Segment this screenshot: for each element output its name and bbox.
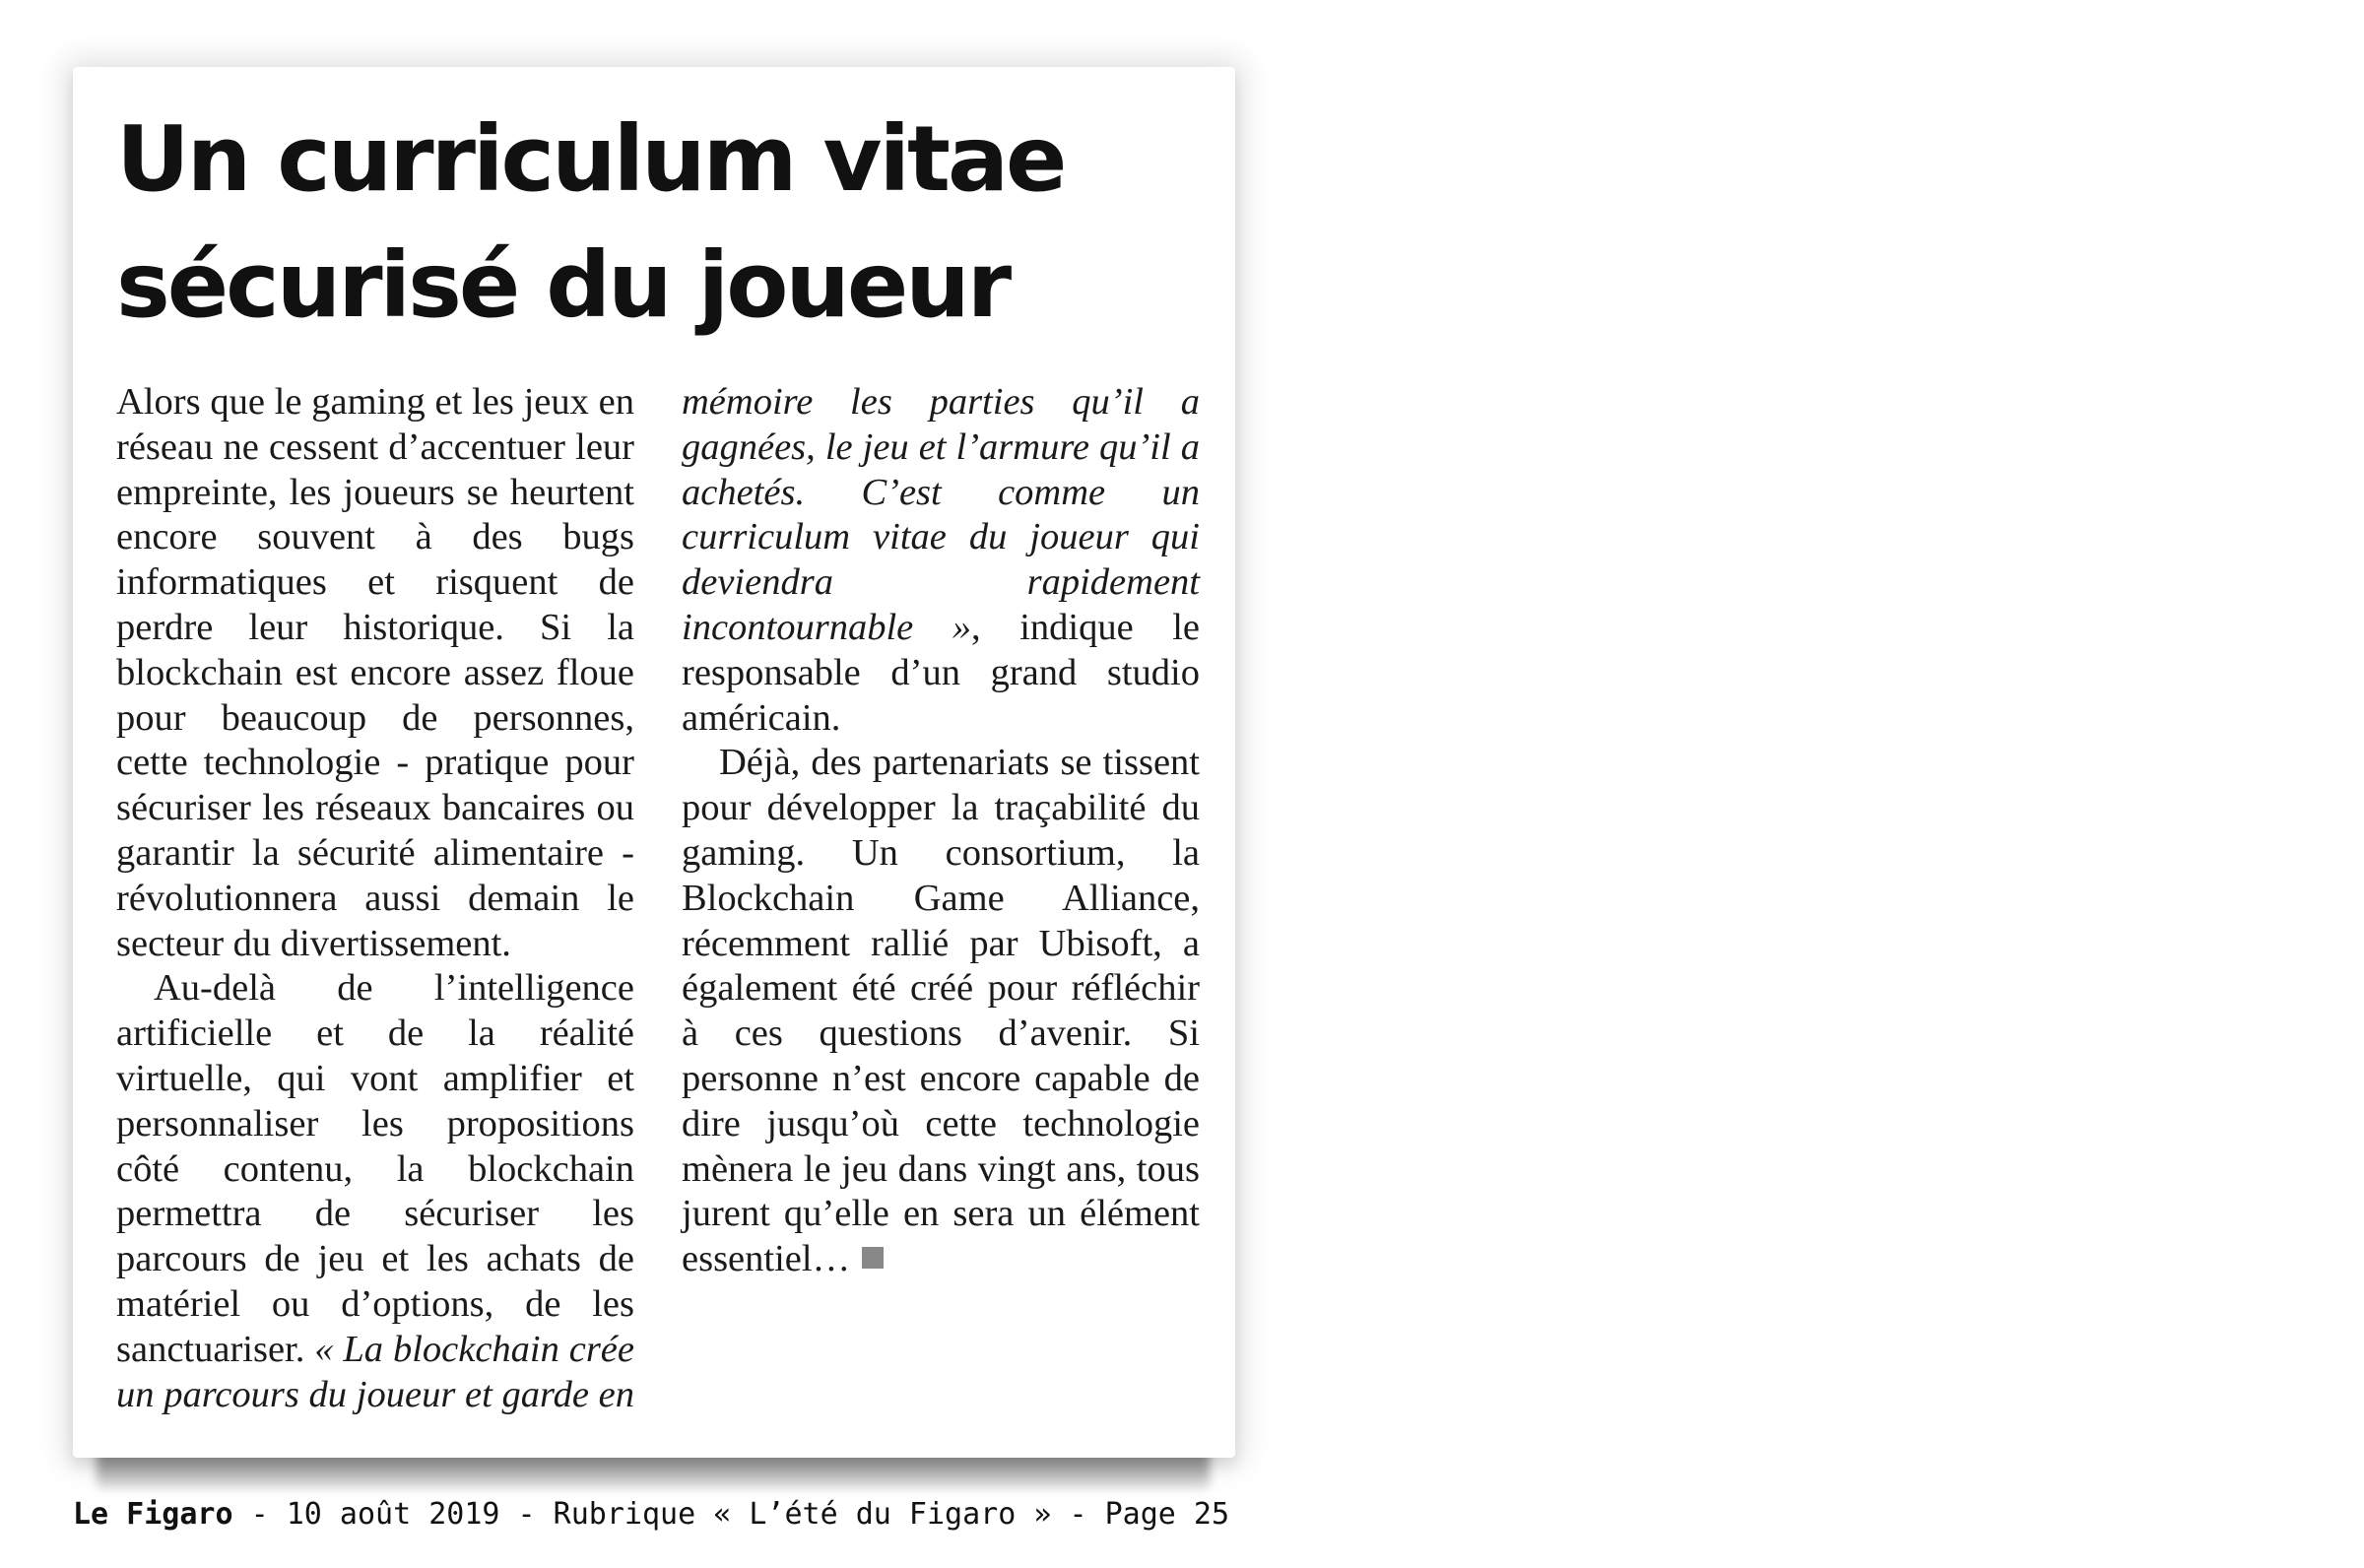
publication-name: Le Figaro (73, 1497, 233, 1532)
article-paragraph-1: Alors que le gaming et les jeux en réseau ne cessent d’accentuer leur empreinte, les joueurs se heurtent encore souvent à des bugs informatiques et risquent de perdre leur historique. Si la blockchain est encore assez floue pour beaucoup de personnes, cette technologie - pratique pour sécuriser les réseaux bancaires ou garantir la sécurité alimentaire - révolutionnera aussi demain le secteur du divertissement. (116, 381, 634, 964)
newspaper-clipping (73, 67, 1235, 1458)
article-headline: Un curriculum vitae sécurisé du joueur (116, 106, 1065, 338)
paragraph-2-lead: Au-delà de l’intelligence artificielle et de la réalité virtuelle, qui vont amplifier et personnaliser les propositions côté contenu, la blockchain permettra de sécuriser les parcours de jeu et les achats de matériel ou d’options, de les sanctuariser. (116, 967, 634, 1370)
article-body (116, 380, 1200, 1424)
source-caption (73, 1495, 1229, 1535)
studio-quote: « La blockchain crée un parcours du joueur et garde en mémoire les parties qu’il a gagnées, le jeu et l’armure qu’il a achetés. C’est comme un curriculum vitae du joueur qui deviendra rapidement incontournable » (116, 381, 1200, 1415)
paragraph-3-text: Déjà, des partenariats se tissent pour développer la traçabilité du gaming. Un consortium, la Blockchain Game Alliance, récemment rallié par Ubisoft, a également été créé pour réfléchir à ces questions d’avenir. Si personne n’est encore capable de dire jusqu’où cette technologie mènera le jeu dans vingt ans, tous jurent qu’elle en sera un élément essentiel… (682, 742, 1200, 1280)
article-paragraph-3 (682, 741, 1200, 1282)
end-of-article-square-icon (862, 1247, 884, 1269)
paragraph-2-tail: , indique le responsable d’un grand studio américain. (682, 606, 1200, 739)
publication-details: - 10 août 2019 - Rubrique « L’été du Figaro » - Page 25 (232, 1497, 1230, 1532)
